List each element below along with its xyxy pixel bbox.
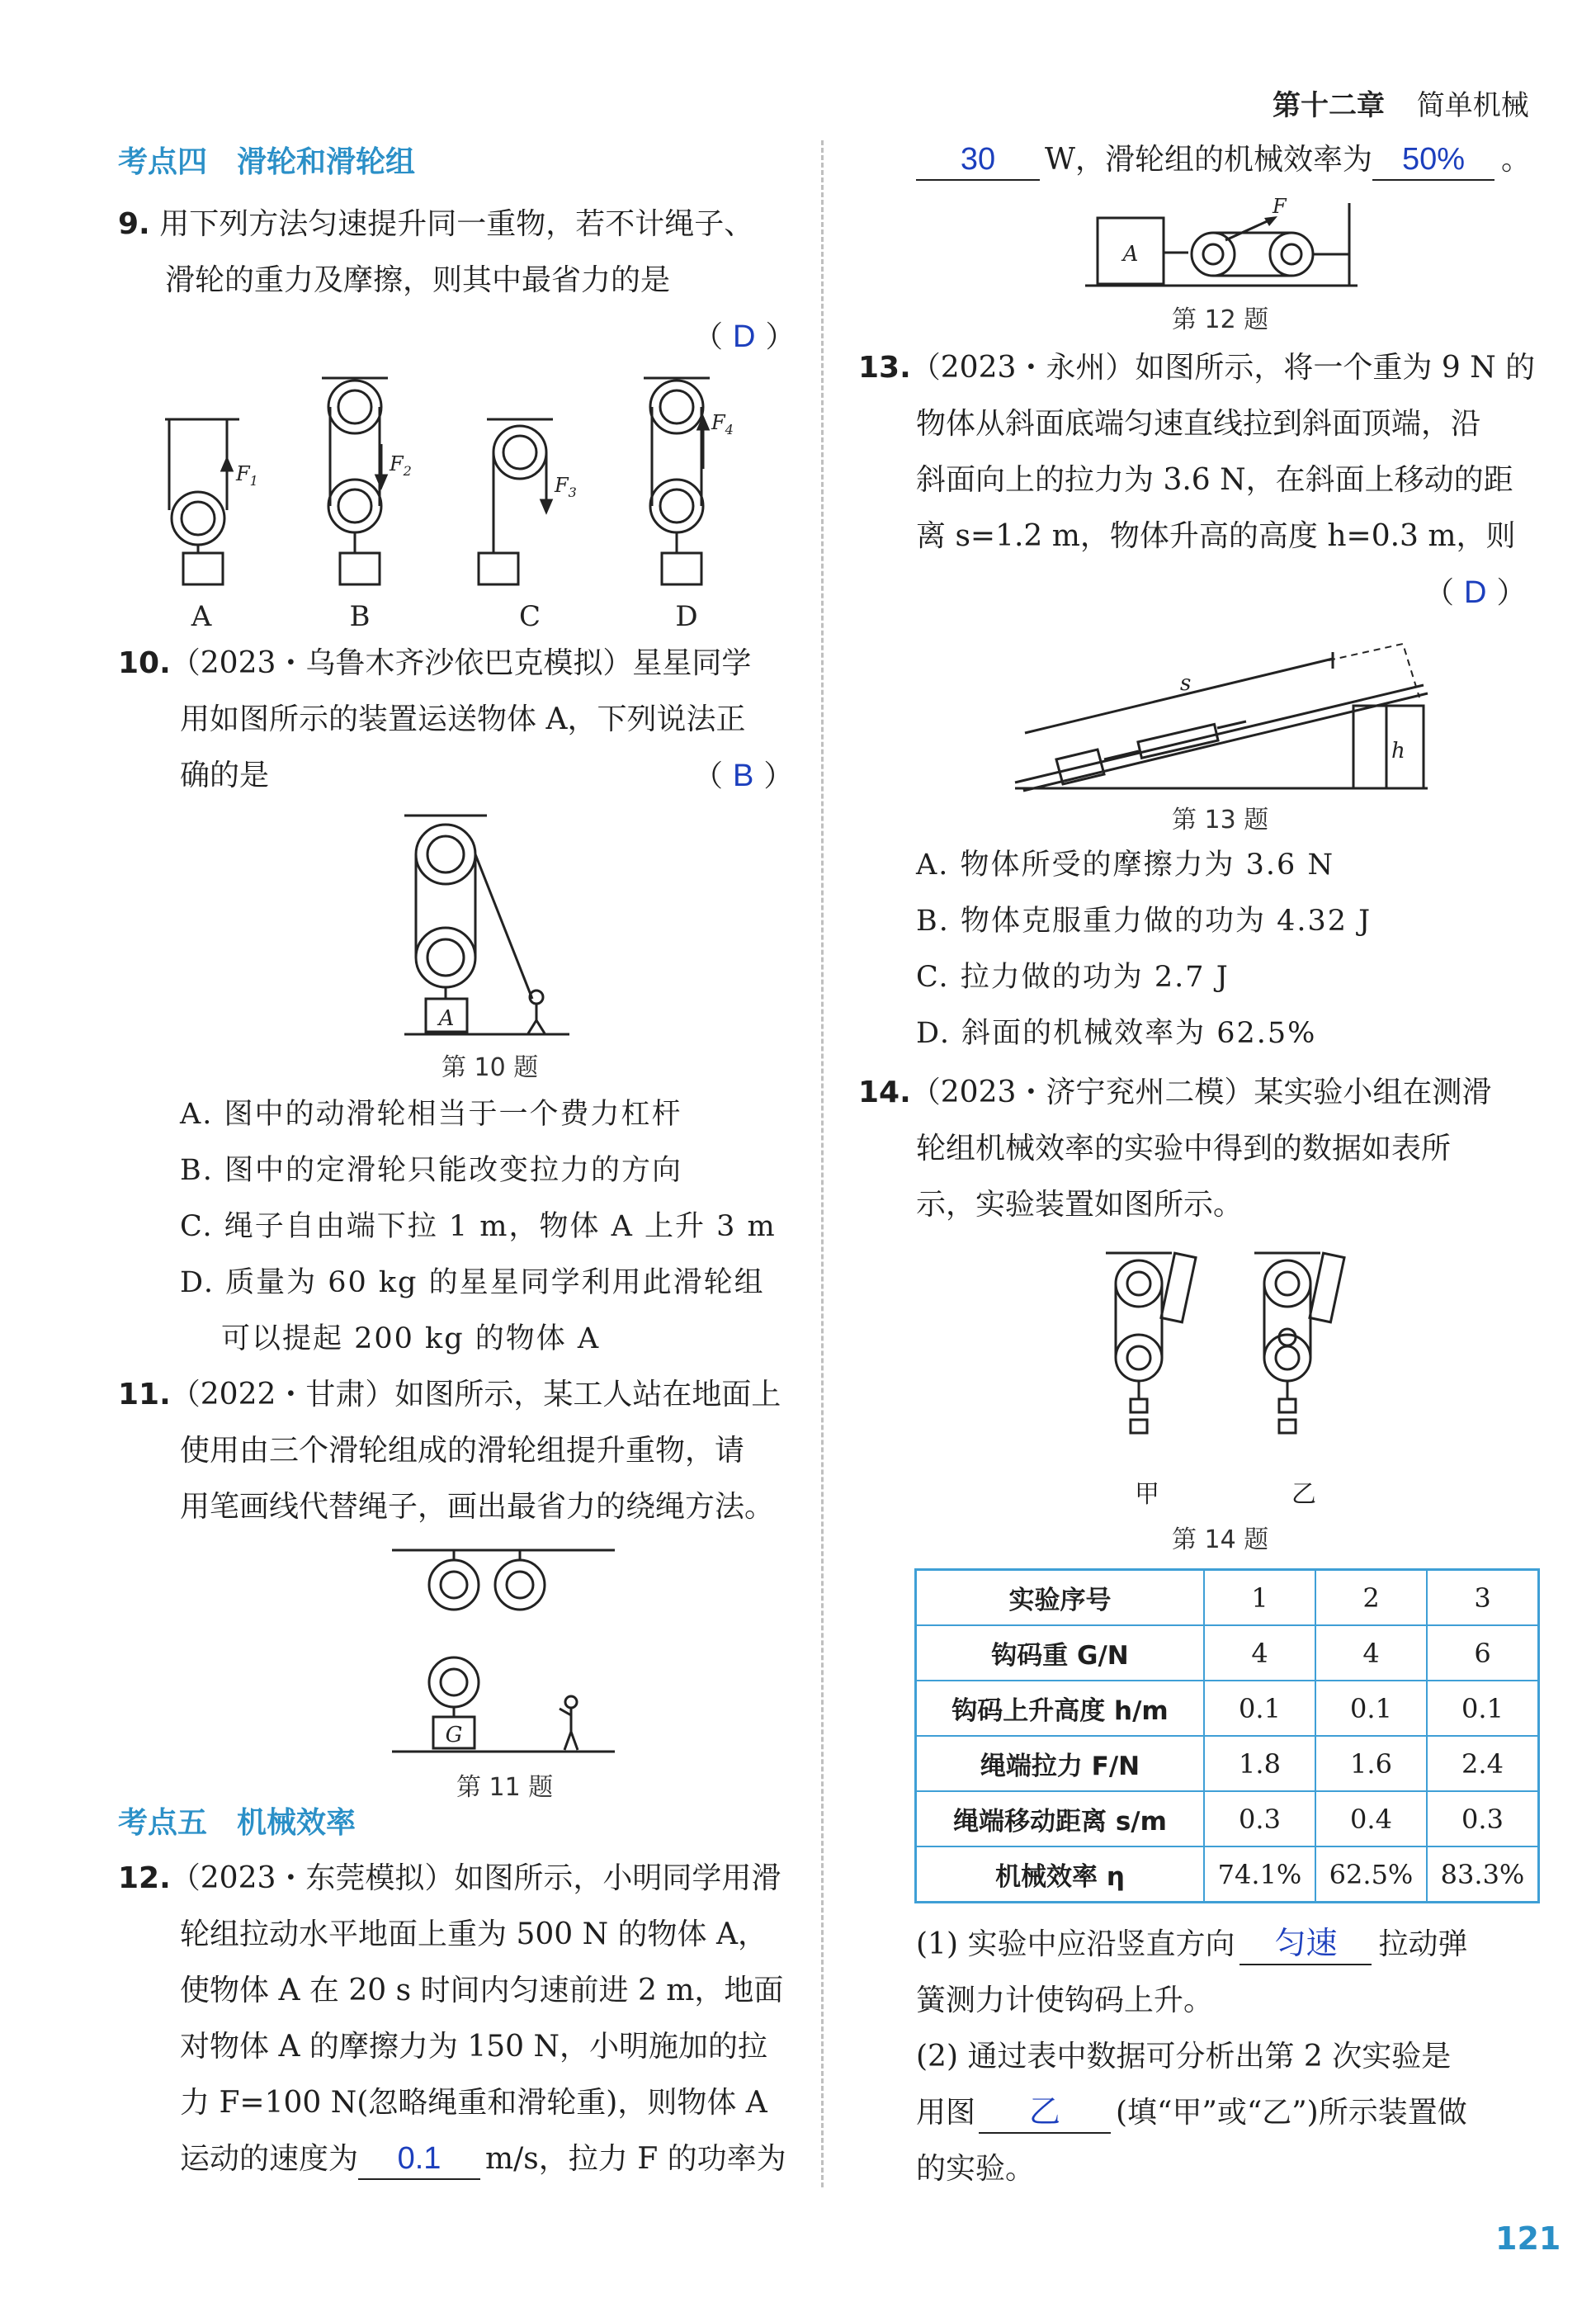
section-4-title: 考点四 滑轮和滑轮组 (118, 145, 416, 179)
q9-answer: D (733, 319, 756, 354)
q10-figure (396, 809, 586, 1048)
column-divider (821, 140, 824, 2187)
q12-line3: 使物体 A 在 20 s 时间内匀速前进 2 m，地面 (180, 1974, 784, 2007)
q13-s-label: s (1180, 671, 1192, 696)
q14-number: 14. (858, 1076, 911, 1109)
table-row: 钩码重 G/N 4 4 6 (916, 1625, 1539, 1681)
q14-sub2-line1: (2) 通过表中数据可分析出第 2 次实验是 (916, 2040, 1452, 2073)
q10-option-a: A. 图中的动滑轮相当于一个费力杠杆 (180, 1098, 682, 1131)
q13-answer-bracket: （ D ） (1424, 575, 1527, 610)
q12-text1: （2023・东莞模拟）如图所示，小明同学用滑 (170, 1861, 781, 1895)
section-5-title: 考点五 机械效率 (118, 1806, 357, 1840)
q10-answer-bracket: （ B ） (693, 759, 794, 793)
q14-sub2-line2: 用图 乙 (填“甲”或“乙”)所示装置做 (916, 2085, 1467, 2141)
q9-c-weight (479, 553, 518, 584)
q13-option-b: B. 物体克服重力做的功为 4.32 J (916, 905, 1372, 938)
q12-line1 (118, 1851, 781, 1907)
chapter-header (1273, 83, 1529, 123)
q9-d-weight (662, 553, 701, 584)
q9-text1: 用下列方法匀速提升同一重物，若不计绳子、 (159, 207, 754, 241)
chapter-number: 第十二章 (1273, 89, 1385, 122)
q10-text1: （2023・乌鲁木齐沙依巴克模拟）星星同学 (170, 646, 752, 680)
q14-label-jia: 甲 (1135, 1480, 1159, 1509)
q9-answer-bracket: （ D ） (693, 319, 796, 354)
q9-f1-label: $F_1$ (236, 462, 258, 489)
q9-label-d: D (675, 600, 698, 633)
q11-caption: 第 11 题 (456, 1773, 554, 1802)
q14-label-yi: 乙 (1291, 1480, 1316, 1509)
q12-caption: 第 12 题 (1172, 305, 1269, 334)
table-row: 机械效率 η 74.1% 62.5% 83.3% (916, 1846, 1539, 1903)
q10-line1 (118, 636, 751, 692)
chapter-title: 简单机械 (1416, 89, 1529, 122)
q9-line2: 滑轮的重力及摩擦，则其中最省力的是 (165, 263, 671, 297)
table-row: 绳端移动距离 s/m 0.3 0.4 0.3 (916, 1791, 1539, 1846)
q9-a-pulley (172, 492, 224, 545)
q12-line4: 对物体 A 的摩擦力为 150 N，小明施加的拉 (180, 2030, 767, 2064)
q9-f3-label: $F_3$ (555, 474, 577, 500)
q14-line3: 示，实验装置如图所示。 (916, 1188, 1244, 1222)
q12-answer-power: 30 (960, 142, 996, 177)
q11-line3: 用笔画线代替绳子，画出最省力的绕绳方法。 (180, 1490, 775, 1524)
q9-label-c: C (518, 600, 541, 633)
q10-caption: 第 10 题 (441, 1053, 539, 1082)
q9-c-pulley (493, 426, 546, 479)
q9-a-weight (183, 553, 223, 584)
q14-line2: 轮组机械效率的实验中得到的数据如表所 (916, 1132, 1452, 1166)
q11-line1 (118, 1367, 781, 1423)
table-row: 绳端拉力 F/N 1.8 1.6 2.4 (916, 1736, 1539, 1791)
q13-option-a: A. 物体所受的摩擦力为 3.6 N (916, 849, 1335, 882)
q12-line6: 运动的速度为 0.1 m/s，拉力 F 的功率为 (180, 2131, 786, 2187)
q14-text1: （2023・济宁兖州二模）某实验小组在测滑 (910, 1076, 1492, 1109)
q13-answer: D (1464, 575, 1487, 610)
q10-line3: 确的是 (180, 759, 270, 792)
q12-force-label: F (1273, 195, 1287, 218)
q11-number: 11. (118, 1378, 171, 1411)
q13-line4: 离 s=1.2 m，物体升高的高度 h=0.3 m，则 (916, 519, 1516, 553)
q9-f4-label: $F_4$ (711, 411, 734, 437)
q9-line1 (118, 196, 753, 253)
q12-answer-speed: 0.1 (397, 2141, 441, 2176)
q14-sub1-answer: 匀速 (1274, 1927, 1338, 1961)
q9-b-pulley-bottom (328, 480, 381, 532)
q10-option-d: D. 质量为 60 kg 的星星同学利用此滑轮组 (180, 1266, 765, 1299)
q14-caption: 第 14 题 (1172, 1525, 1269, 1554)
q9-d-pulley-bottom (650, 480, 703, 532)
q11-box-label: G (445, 1723, 463, 1747)
q10-answer: B (733, 759, 754, 793)
q13-number: 13. (858, 351, 911, 385)
q14-sub2-line3: 的实验。 (916, 2152, 1036, 2186)
q14-figure (1089, 1246, 1403, 1511)
q12-answer-efficiency: 50% (1401, 142, 1466, 177)
q9-b-weight (340, 553, 380, 584)
q9-d-pulley-top (650, 381, 703, 433)
q10-option-c: C. 绳子自由端下拉 1 m，物体 A 上升 3 m (180, 1210, 777, 1243)
q13-option-c: C. 拉力做的功为 2.7 J (916, 961, 1230, 994)
q10-number: 10. (118, 646, 171, 680)
q9-label-b: B (349, 600, 371, 633)
q13-figure (1007, 636, 1436, 792)
q12-box-label: A (1122, 242, 1139, 267)
table-row: 钩码上升高度 h/m 0.1 0.1 0.1 (916, 1681, 1539, 1736)
q9-number: 9. (118, 207, 150, 241)
q12-number: 12. (118, 1861, 171, 1895)
q14-line1 (858, 1065, 1491, 1121)
q10-line2: 用如图所示的装置运送物体 A，下列说法正 (180, 702, 746, 736)
q14-sub2-answer: 乙 (1029, 2095, 1061, 2130)
q14-sub1-line1: (1) 实验中应沿竖直方向 匀速 拉动弹 (916, 1917, 1467, 1973)
table-row: 实验序号 1 2 3 (916, 1570, 1539, 1626)
q9-figure (149, 370, 743, 634)
page-number: 121 (1495, 2220, 1561, 2257)
q14-sub1-line2: 簧测力计使钩码上升。 (916, 1984, 1214, 2017)
q13-line1 (858, 340, 1535, 396)
q13-h-label: h (1391, 739, 1405, 764)
q13-option-d: D. 斜面的机械效率为 62.5% (916, 1017, 1317, 1050)
q12-line2: 轮组拉动水平地面上重为 500 N 的物体 A， (180, 1917, 767, 1951)
q13-line2: 物体从斜面底端匀速直线拉到斜面顶端，沿 (916, 407, 1481, 441)
q12-continuation: 30 W，滑轮组的机械效率为 50% 。 (916, 132, 1531, 188)
q13-text1: （2023・永州）如图所示，将一个重为 9 N 的 (910, 351, 1536, 385)
q13-caption: 第 13 题 (1172, 806, 1269, 835)
q10-box-label: A (438, 1006, 455, 1031)
q12-figure (1081, 195, 1362, 294)
q12-line5: 力 F=100 N(忽略绳重和滑轮重)，则物体 A (180, 2086, 767, 2120)
q13-line3: 斜面向上的拉力为 3.6 N，在斜面上移动的距 (916, 463, 1513, 497)
q11-figure (388, 1544, 627, 1766)
q9-label-a: A (191, 600, 212, 633)
q11-text1: （2022・甘肃）如图所示，某工人站在地面上 (170, 1378, 781, 1411)
q10-option-b: B. 图中的定滑轮只能改变拉力的方向 (180, 1154, 682, 1187)
q10-option-d-cont: 可以提起 200 kg 的物体 A (221, 1322, 601, 1355)
q11-line2: 使用由三个滑轮组成的滑轮组提升重物，请 (180, 1434, 745, 1468)
q9-b-pulley-top (328, 381, 381, 433)
q14-data-table (914, 1568, 1540, 1903)
q9-f2-label: $F_2$ (390, 452, 412, 479)
